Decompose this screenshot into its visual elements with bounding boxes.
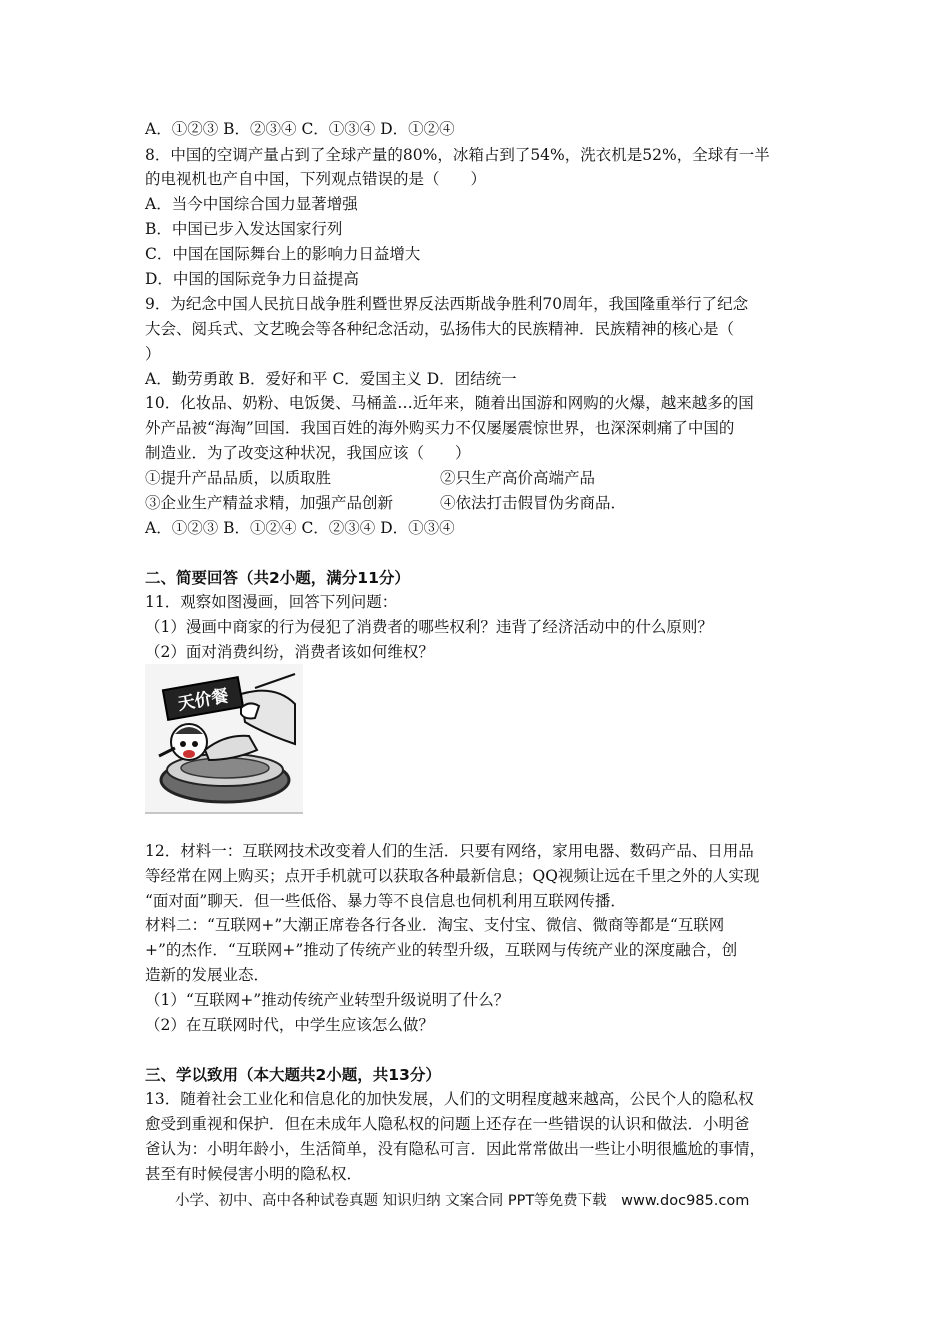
q7-options: A．①②③ B．②③④ C．①③④ D．①②④ bbox=[145, 120, 455, 138]
q10-statements-row1 bbox=[145, 466, 595, 490]
section-3-heading: 三、学以致用（本大题共2小题，共13分） bbox=[145, 1066, 441, 1084]
q8-option-a: A．当今中国综合国力显著增强 bbox=[145, 195, 358, 213]
section-2-heading: 二、简要回答（共2小题，满分11分） bbox=[145, 569, 410, 587]
q12-material2-line3: 造新的发展业态． bbox=[145, 966, 270, 984]
q10-statement-4: ④依法打击假冒伪劣商品． bbox=[440, 494, 627, 512]
q13-stem-line1: 13．随着社会工业化和信息化的加快发展，人们的文明程度越来越高，公民个人的隐私权 bbox=[145, 1090, 754, 1108]
q10-options: A．①②③ B．①②④ C．②③④ D．①③④ bbox=[145, 519, 455, 537]
cartoon-sign-text: 天价餐 bbox=[176, 686, 231, 715]
q11-part1: （1）漫画中商家的行为侵犯了消费者的哪些权利？违背了经济活动中的什么原则？ bbox=[145, 618, 713, 636]
q13-stem-line3: 爸认为：小明年龄小，生活简单，没有隐私可言．因此常常做出一些让小明很尴尬的事情， bbox=[145, 1140, 766, 1158]
q8-stem-line2: 的电视机也产自中国，下列观点错误的是（ ） bbox=[145, 170, 487, 188]
q12-material2-line1: 材料二：“互联网+”大潮正席卷各行各业．淘宝、支付宝、微信、微商等都是“互联网 bbox=[145, 916, 725, 934]
q8-option-c: C．中国在国际舞台上的影响力日益增大 bbox=[145, 245, 421, 263]
q9-stem-line1: 9．为纪念中国人民抗日战争胜利暨世界反法西斯战争胜利70周年，我国隆重举行了纪念 bbox=[145, 295, 749, 313]
q9-stem-line3: ） bbox=[145, 345, 161, 363]
q10-statements-row2 bbox=[145, 491, 626, 515]
q10-statement-1: ①提升产品品质，以质取胜 bbox=[145, 469, 332, 487]
q12-material2-line2: +”的杰作．“互联网+”推动了传统产业的转型升级，互联网与传统产业的深度融合，创 bbox=[145, 941, 738, 959]
q11-stem: 11．观察如图漫画，回答下列问题： bbox=[145, 593, 398, 611]
q12-material1-line2: 等经常在网上购买；点开手机就可以获取各种最新信息；QQ视频让远在千里之外的人实现 bbox=[145, 867, 760, 885]
consumer-rights-cartoon bbox=[145, 664, 303, 814]
q8-option-b: B．中国已步入发达国家行列 bbox=[145, 220, 343, 238]
q10-stem-line2: 外产品被“海淘”回国．我国百姓的海外购买力不仅屡屡震惊世界，也深深刺痛了中国的 bbox=[145, 419, 735, 437]
q8-option-d: D．中国的国际竞争力日益提高 bbox=[145, 270, 359, 288]
q10-statement-2: ②只生产高价高端产品 bbox=[440, 469, 596, 487]
q8-stem-line1: 8．中国的空调产量占到了全球产量的80%，冰箱占到了54%，洗衣机是52%，全球有一半 bbox=[145, 146, 770, 164]
page-footer: 小学、初中、高中各种试卷真题 知识归纳 文案合同 PPT等免费下载 www.doc985.com bbox=[175, 1193, 750, 1209]
q12-material1-line1: 12．材料一：互联网技术改变着人们的生活．只要有网络，家用电器、数码产品、日用品 bbox=[145, 842, 754, 860]
q13-stem-line2: 愈受到重视和保护．但在未成年人隐私权的问题上还存在一些错误的认识和做法．小明爸 bbox=[145, 1115, 750, 1133]
q12-part1: （1）“互联网+”推动传统产业转型升级说明了什么？ bbox=[145, 991, 510, 1009]
q9-options: A．勤劳勇敢 B．爱好和平 C．爱国主义 D．团结统一 bbox=[145, 370, 517, 388]
q11-part2: （2）面对消费纠纷，消费者该如何维权？ bbox=[145, 643, 434, 661]
q13-stem-line4: 甚至有时候侵害小明的隐私权． bbox=[145, 1165, 363, 1183]
q10-stem-line1: 10．化妆品、奶粉、电饭煲、马桶盖…近年来，随着出国游和网购的火爆，越来越多的国 bbox=[145, 394, 754, 412]
q9-stem-line2: 大会、阅兵式、文艺晚会等各种纪念活动，弘扬伟大的民族精神．民族精神的核心是（ bbox=[145, 320, 735, 338]
q12-material1-line3: “面对面”聊天．但一些低俗、暴力等不良信息也伺机利用互联网传播． bbox=[145, 892, 626, 910]
q12-part2: （2）在互联网时代，中学生应该怎么做？ bbox=[145, 1016, 434, 1034]
q10-statement-3: ③企业生产精益求精，加强产品创新 bbox=[145, 494, 394, 512]
q10-stem-line3: 制造业．为了改变这种状况，我国应该（ ） bbox=[145, 444, 471, 462]
